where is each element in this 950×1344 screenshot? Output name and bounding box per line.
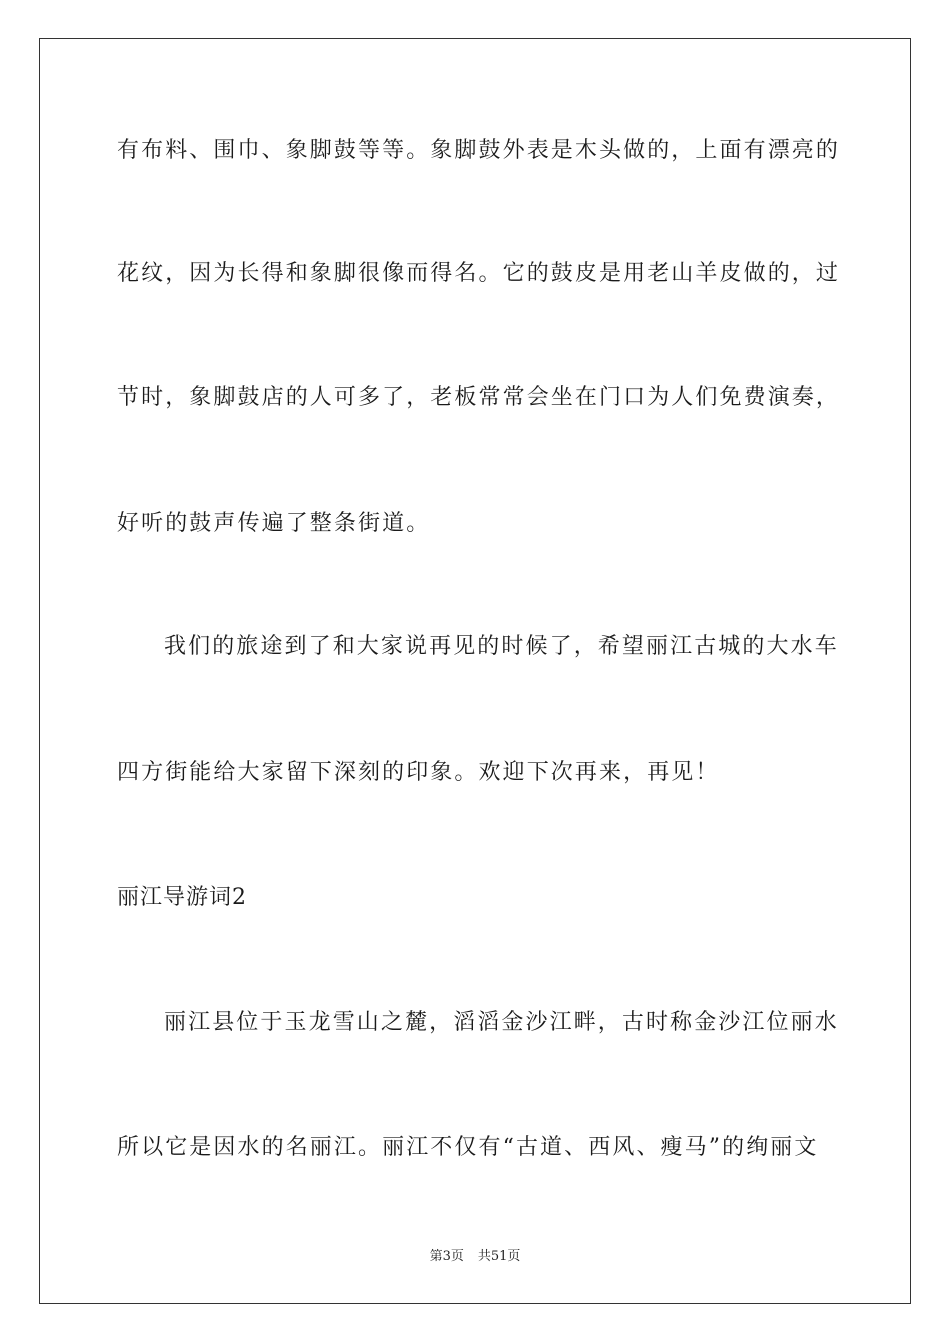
body-text-line: 所以它是因水的名丽江。丽江不仅有“古道、西风、瘦马”的绚丽文 — [117, 1135, 819, 1160]
body-text-line: 有布料、围巾、象脚鼓等等。象脚鼓外表是木头做的，上面有漂亮的 — [117, 138, 841, 163]
page-total: 共51页 — [477, 1249, 521, 1264]
paragraph-first-line: 我们的旅途到了和大家说再见的时候了，希望丽江古城的大水车 — [164, 634, 839, 659]
body-text-line: 花纹，因为长得和象脚很像而得名。它的鼓皮是用老山羊皮做的，过 — [117, 261, 841, 286]
body-text-line: 四方街能给大家留下深刻的印象。欢迎下次再来，再见！ — [117, 760, 720, 785]
section-heading: 丽江导游词2 — [117, 885, 247, 910]
page-border — [39, 38, 911, 1304]
paragraph-first-line: 丽江县位于玉龙雪山之麓，滔滔金沙江畔，古时称金沙江位丽水 — [164, 1010, 839, 1035]
body-text-line: 节时，象脚鼓店的人可多了，老板常常会坐在门口为人们免费演奏， — [117, 385, 841, 410]
body-text-line: 好听的鼓声传遍了整条街道。 — [117, 511, 431, 536]
page-number: 第3页 — [429, 1249, 464, 1264]
page-footer — [0, 1248, 950, 1266]
